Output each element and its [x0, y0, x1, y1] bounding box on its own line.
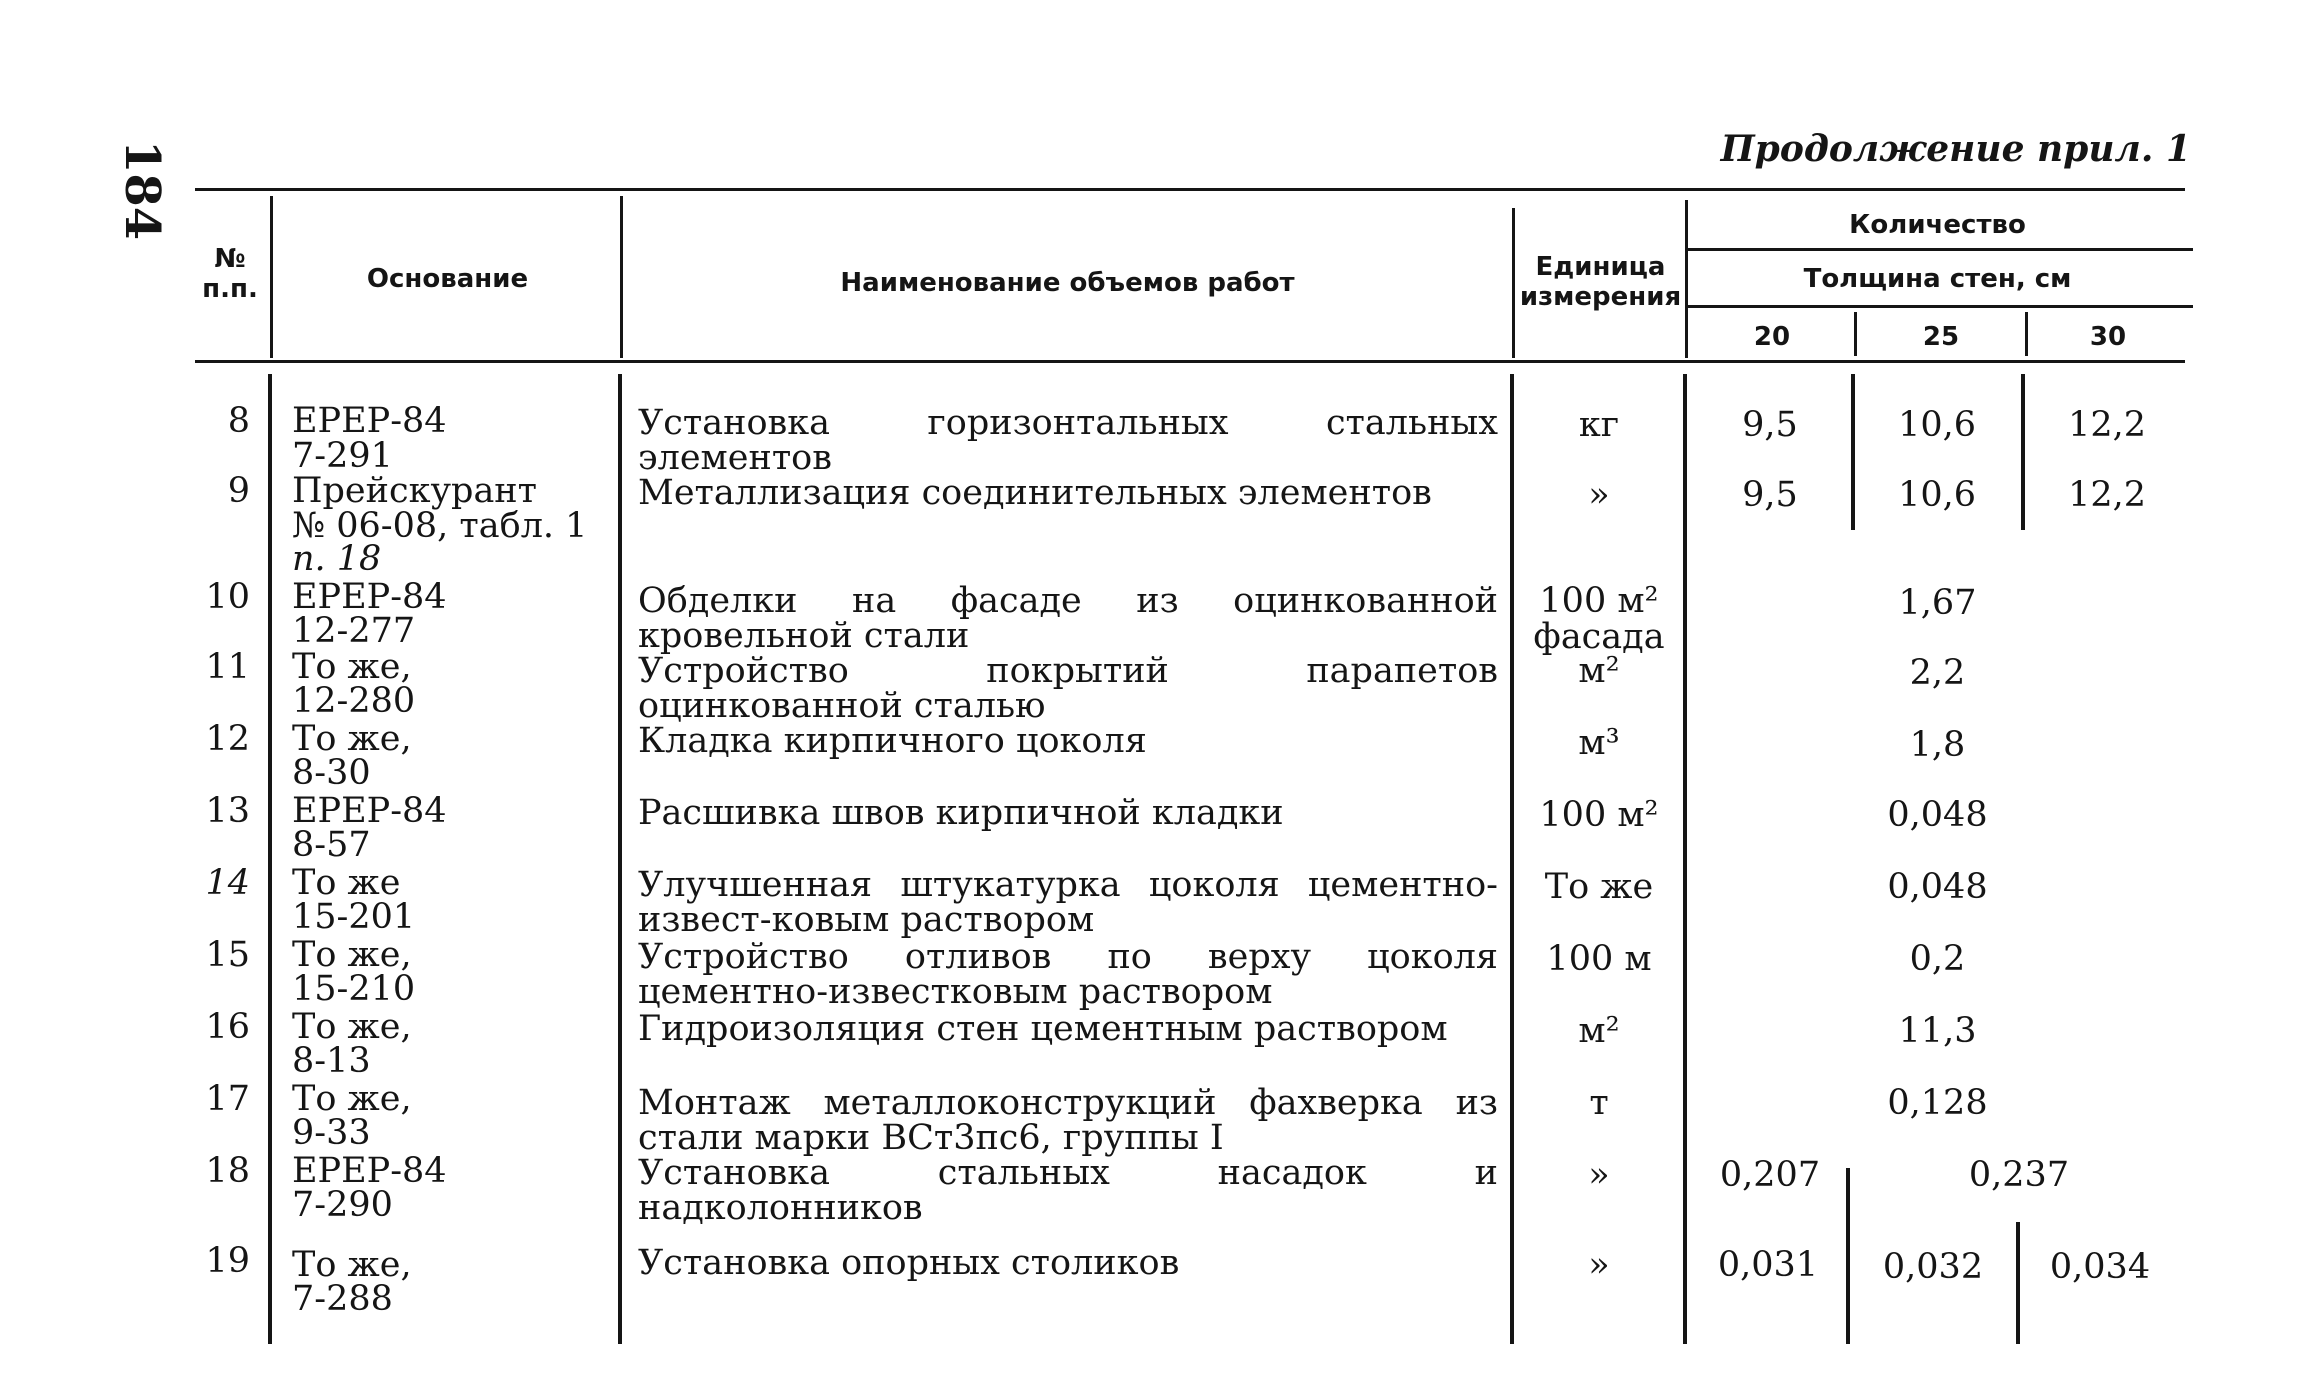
unit-line: 100 м — [1546, 939, 1652, 979]
unit-line: » — [1588, 1155, 1610, 1195]
header-col-name: Наименование объемов работ — [840, 268, 1295, 298]
value-20: 0,031 — [1717, 1245, 1819, 1285]
hdr-sep-4 — [1685, 200, 1688, 358]
work-name: Устройство покрытий парапетов оцинкованной сталью — [638, 651, 1498, 726]
header-col-qty: Количество — [1849, 210, 2026, 240]
basis-line: 7-288 — [292, 1279, 393, 1319]
hdr-sep-1 — [270, 196, 273, 358]
value-20: 0,207 — [1719, 1155, 1821, 1195]
work-name: Монтаж металлоконструкций фахверка из стали марки ВСт3пс6, группы I — [638, 1083, 1498, 1158]
body-sep-6 — [2021, 374, 2025, 530]
body-sep-2 — [618, 374, 622, 1344]
row-number: 13 — [205, 791, 250, 831]
header-top-rule — [195, 188, 2185, 191]
basis-line: 15-201 — [292, 897, 416, 937]
basis-line: То же, — [292, 1079, 412, 1119]
work-name: Обделки на фасаде из оцинкованной кровельной стали — [638, 581, 1498, 656]
value-30: 0,034 — [2049, 1247, 2151, 1287]
value-merged: 1,67 — [1898, 583, 1977, 623]
work-name: Расшивка швов кирпичной кладки — [638, 793, 1284, 833]
value-merged: 0,048 — [1887, 867, 1988, 907]
basis-line: То же — [292, 863, 401, 903]
work-name: Установка горизонтальных стальных элементов — [638, 403, 1498, 478]
unit-line: фасада — [1533, 617, 1665, 657]
work-name: Металлизация соединительных элементов — [638, 473, 1432, 513]
row-number: 8 — [227, 401, 250, 441]
row-number: 12 — [205, 719, 250, 759]
row-number: 11 — [205, 647, 250, 687]
basis-line: То же, — [292, 647, 412, 687]
value-25-30-merged: 0,237 — [1968, 1155, 2070, 1195]
work-name: Устройство отливов по верху цоколя цементно-известковым раствором — [638, 937, 1498, 1012]
basis-line: То же, — [292, 1007, 412, 1047]
basis-line: п. 18 — [292, 539, 382, 579]
row-number: 14 — [205, 863, 250, 903]
value-20: 9,5 — [1742, 475, 1798, 515]
basis-line: То же, — [292, 719, 412, 759]
basis-line: 8-57 — [292, 825, 371, 865]
basis-line: ЕРЕР-84 — [292, 401, 447, 441]
basis-line: Прейскурант — [292, 471, 537, 511]
work-name: Гидроизоляция стен цементным раствором — [638, 1009, 1448, 1049]
row-number: 19 — [205, 1241, 250, 1281]
header-col-no: № п.п. — [202, 244, 258, 304]
row-number: 17 — [205, 1079, 250, 1119]
value-25: 0,032 — [1882, 1247, 1984, 1287]
basis-line: 7-291 — [292, 436, 393, 476]
value-merged: 11,3 — [1898, 1011, 1977, 1051]
work-name: Кладка кирпичного цоколя — [638, 721, 1147, 761]
unit-line: м² — [1578, 651, 1620, 691]
basis-line: ЕРЕР-84 — [292, 1151, 447, 1191]
basis-line: 12-277 — [292, 611, 416, 651]
row-number: 16 — [205, 1007, 250, 1047]
continuation-caption: Продолжение прил. 1 — [1720, 128, 2191, 170]
header-col-unit: Единица измерения — [1519, 252, 1682, 312]
header-thickness-20: 20 — [1753, 322, 1791, 352]
qty-subrule-1 — [1688, 248, 2193, 251]
hdr-sep-3 — [1512, 208, 1515, 358]
qty-subrule-2 — [1688, 305, 2193, 308]
hdr-sep-2 — [620, 196, 623, 358]
unit-line: То же — [1544, 867, 1654, 907]
row-number: 15 — [205, 935, 250, 975]
row-number: 10 — [205, 577, 250, 617]
work-name: Установка опорных столиков — [638, 1243, 1180, 1283]
unit-line: » — [1588, 1245, 1610, 1285]
value-merged: 2,2 — [1909, 653, 1966, 693]
unit-line: » — [1588, 475, 1610, 515]
basis-line: ЕРЕР-84 — [292, 577, 447, 617]
work-name: Установка стальных насадок и надколонников — [638, 1153, 1498, 1228]
header-col-basis: Основание — [366, 264, 529, 294]
unit-line: т — [1589, 1083, 1609, 1123]
value-30: 12,2 — [2068, 405, 2146, 445]
unit-line: м² — [1578, 1011, 1620, 1051]
body-sep-5 — [1851, 374, 1855, 530]
value-25: 10,6 — [1898, 475, 1976, 515]
header-bottom-rule — [195, 360, 2185, 363]
unit-line: 100 м² — [1539, 795, 1659, 835]
basis-line: № 06-08, табл. 1 — [292, 506, 588, 546]
basis-line: ЕРЕР-84 — [292, 791, 447, 831]
work-name: Улучшенная штукатурка цоколя цементно-извест-ковым раствором — [638, 865, 1498, 940]
body-sep-4 — [1683, 374, 1687, 1344]
basis-line: То же, — [292, 935, 412, 975]
value-30: 12,2 — [2068, 475, 2146, 515]
unit-line: 100 м² — [1539, 581, 1659, 621]
basis-line: 7-290 — [292, 1185, 393, 1225]
row-number: 9 — [227, 471, 250, 511]
value-merged: 0,128 — [1887, 1083, 1988, 1123]
basis-line: 12-280 — [292, 681, 416, 721]
basis-line: 8-13 — [292, 1041, 371, 1081]
unit-line: м³ — [1578, 723, 1620, 763]
value-merged: 0,2 — [1909, 939, 1966, 979]
header-thickness-30: 30 — [2089, 322, 2127, 352]
body-sep-1 — [268, 374, 272, 1344]
basis-line: 8-30 — [292, 753, 371, 793]
basis-line: 15-210 — [292, 969, 416, 1009]
value-25: 10,6 — [1898, 405, 1976, 445]
header-col-thickness: Толщина стен, см — [1803, 264, 2072, 294]
body-sep-3 — [1510, 374, 1514, 1344]
basis-line: 9-33 — [292, 1113, 371, 1153]
value-20: 9,5 — [1742, 405, 1798, 445]
header-thickness-25: 25 — [1922, 322, 1960, 352]
unit-line: кг — [1578, 405, 1620, 445]
row-number: 18 — [205, 1151, 250, 1191]
basis-line: То же, — [292, 1245, 412, 1285]
value-merged: 0,048 — [1887, 795, 1988, 835]
value-merged: 1,8 — [1909, 725, 1966, 765]
